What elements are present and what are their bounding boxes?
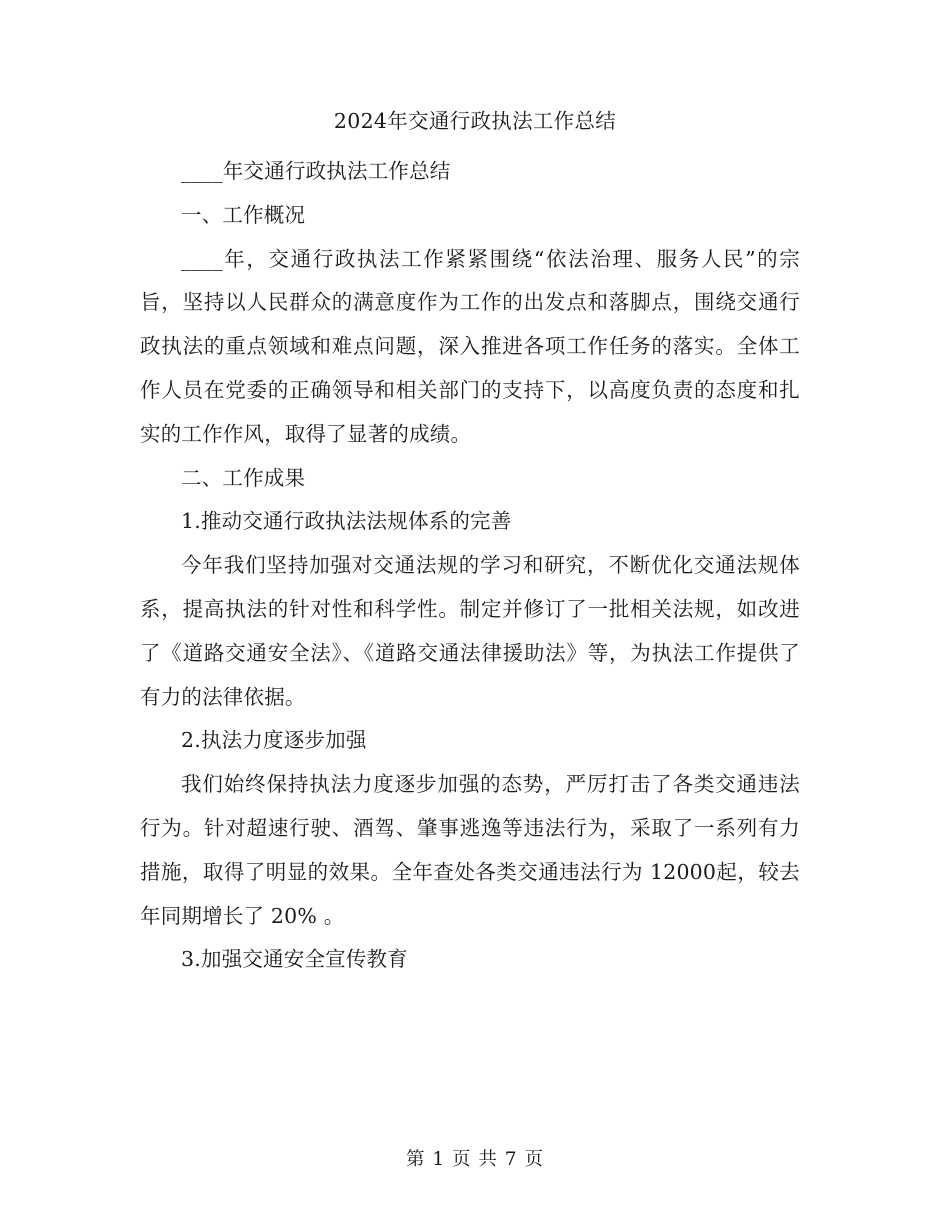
paragraph-enforcement: 我们始终保持执法力度逐步加强的态势，严厉打击了各类交通违法行为。针对超速行驶、酒驾、肇事逃逸等违法行为，采取了一系列有力措施，取得了明显的效果。全年查处各类交通违法行为 12000起，较去年同期增长了 20% 。 [140, 772, 800, 928]
subheading-enforcement: 2.执法力度逐步加强 [181, 728, 367, 753]
subheading-regulations: 1.推动交通行政执法法规体系的完善 [181, 509, 512, 534]
document-title: 2024年交通行政执法工作总结 [333, 109, 617, 133]
paragraph-subtitle: ____年交通行政执法工作总结 [181, 159, 451, 183]
page-number-footer: 第 1 页 共 7 页 [406, 1149, 544, 1170]
document-body [140, 150, 800, 982]
paragraph-overview: ____年，交通行政执法工作紧紧围绕“依法治理、服务人民”的宗旨，坚持以人民群众的满意度作为工作的出发点和落脚点，围绕交通行政执法的重点领域和难点问题，深入推进各项工作任务的落实。全体工作人员在党委的正确领导和相关部门的支持下，以高度负责的态度和扎实的工作作风，取得了显著的成绩。 [140, 246, 800, 446]
section-heading-overview: 一、工作概况 [181, 202, 306, 227]
subheading-publicity: 3.加强交通安全宣传教育 [181, 947, 408, 972]
section-heading-results: 二、工作成果 [181, 465, 306, 490]
paragraph-regulations: 今年我们坚持加强对交通法规的学习和研究，不断优化交通法规体系，提高执法的针对性和科学性。制定并修订了一批相关法规，如改进了《道路交通安全法》、《道路交通法律援助法》等，为执法工作提供了有力的法律依据。 [140, 553, 800, 709]
